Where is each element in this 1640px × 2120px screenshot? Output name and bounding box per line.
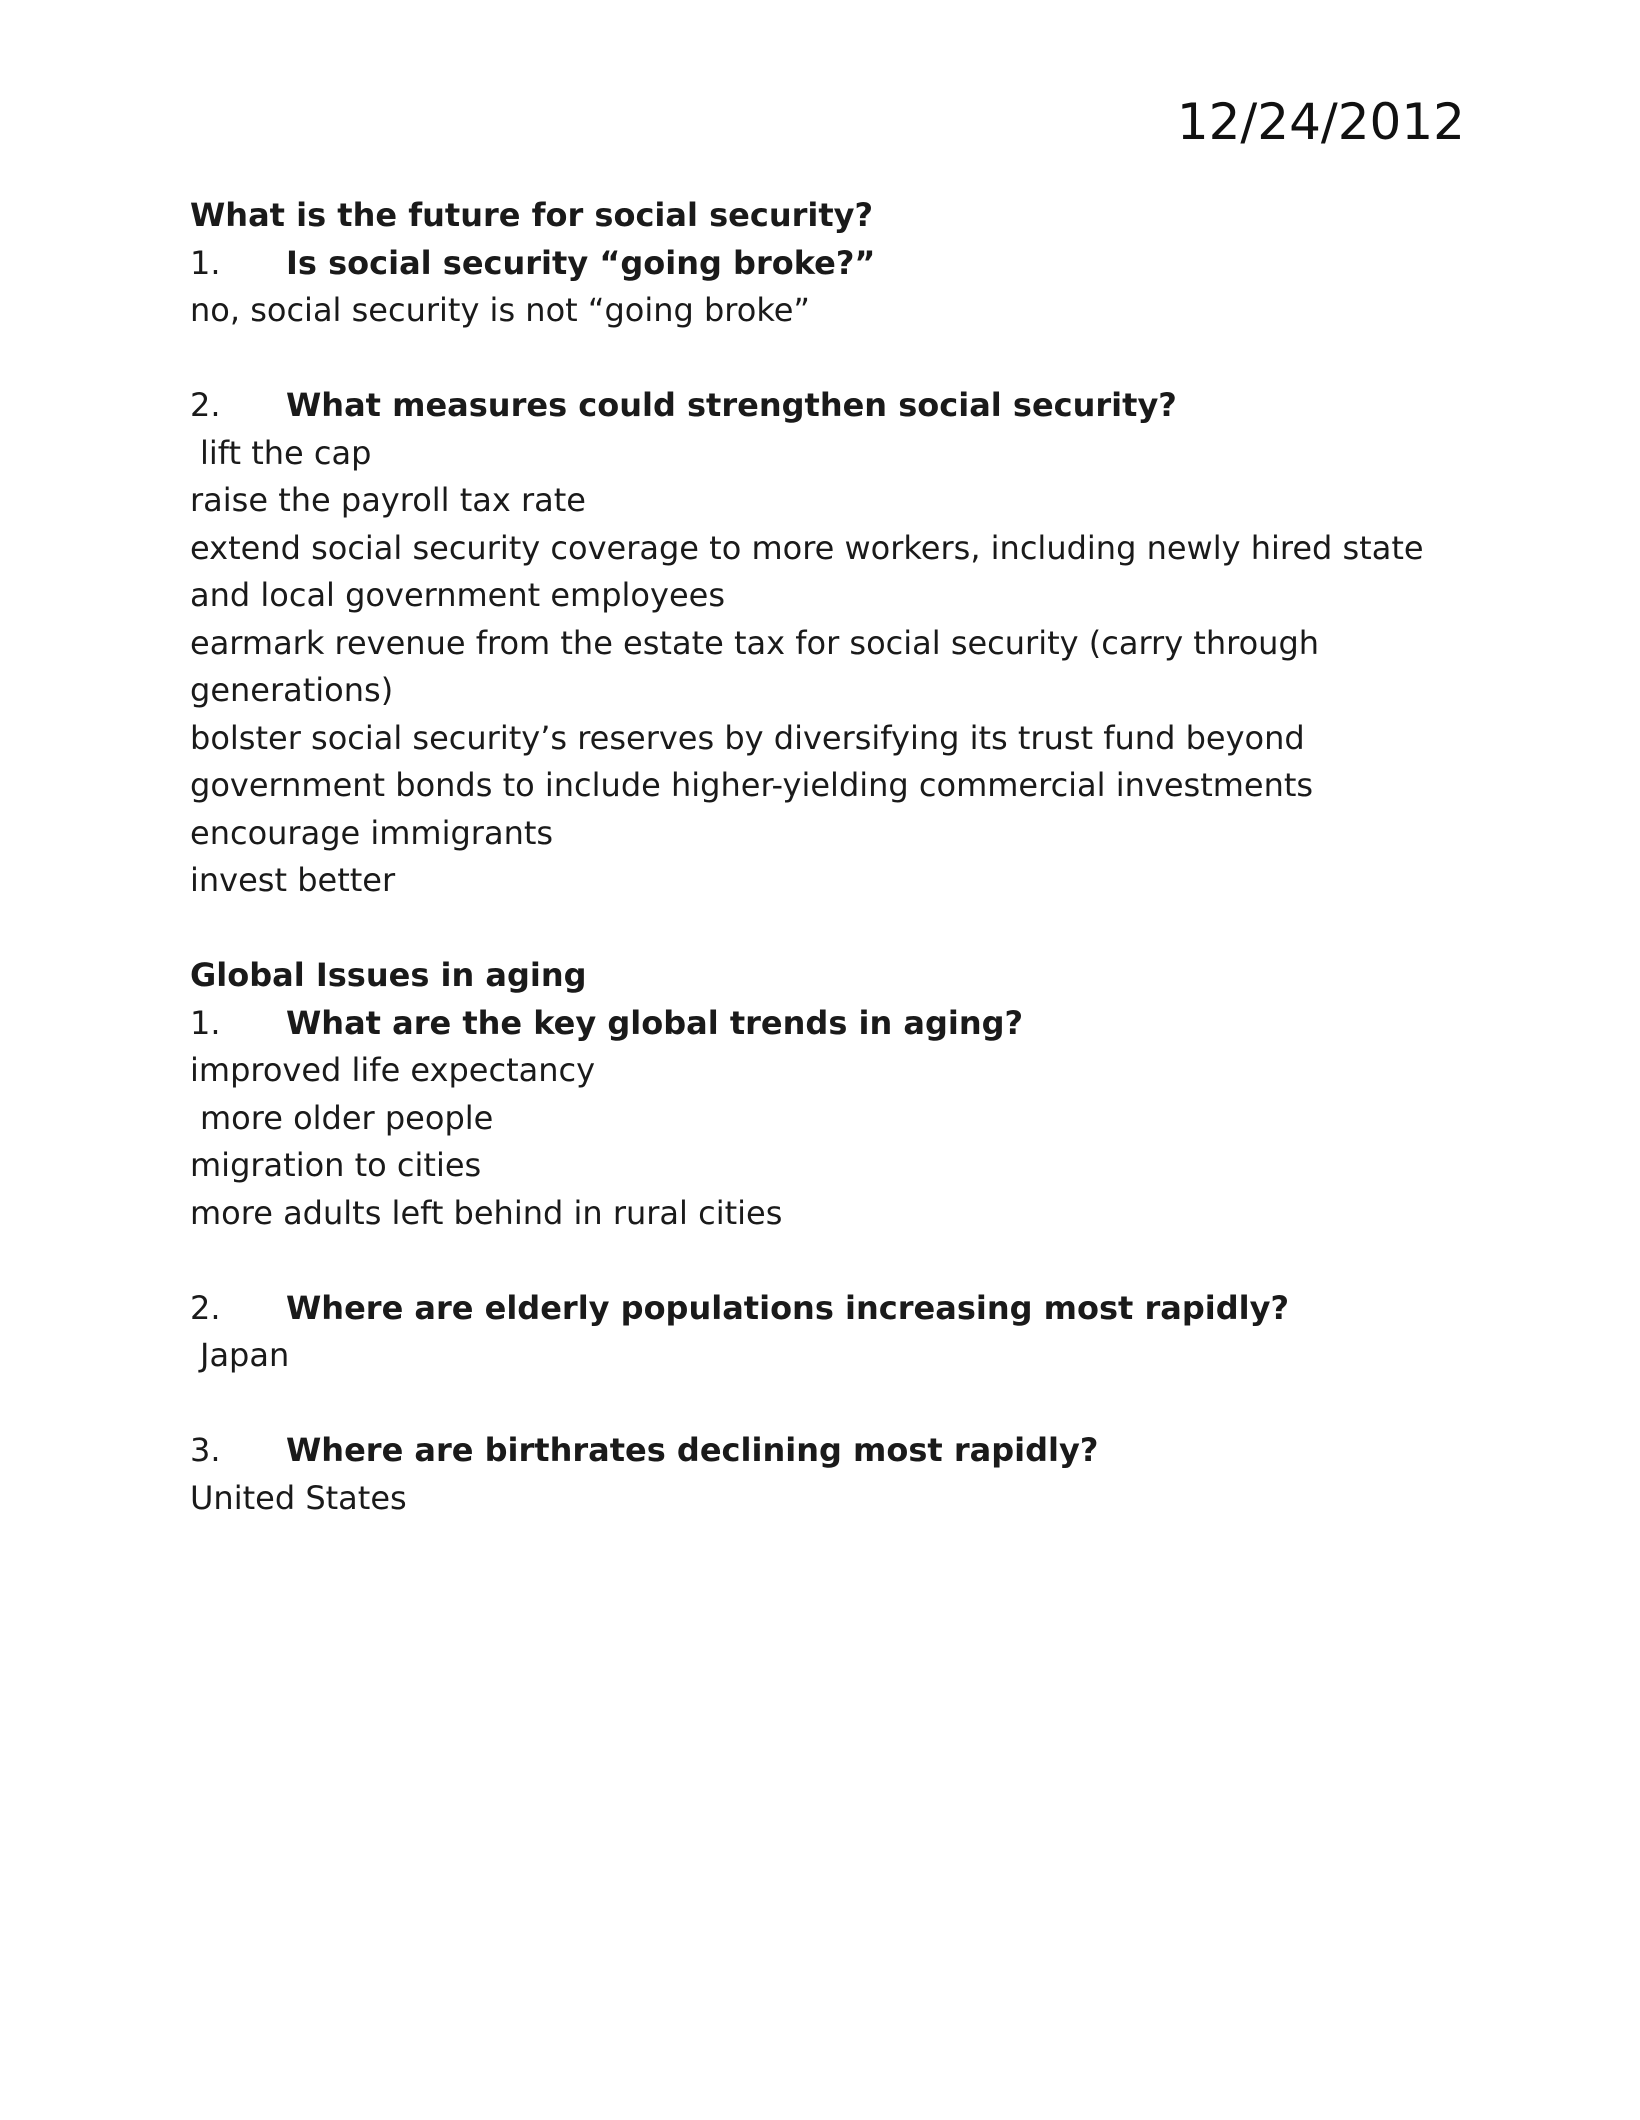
document-date: 12/24/2012 [1176, 93, 1465, 151]
answer-line: generations) [190, 671, 394, 709]
answer-line: improved life expectancy [190, 1051, 596, 1089]
question-3 [190, 1427, 1480, 1475]
question-1 [190, 240, 1480, 288]
question-2 [190, 382, 1480, 430]
answer-line: government bonds to include higher-yielding commercial investments [190, 766, 1314, 804]
answer-line: earmark revenue from the estate tax for social security (carry through [190, 623, 1320, 662]
answer-line: encourage immigrants [190, 813, 554, 852]
question-number: 1. [190, 243, 221, 282]
answer-line: Japan [200, 1336, 290, 1374]
answer-line: extend social security coverage to more workers, including newly hired state [190, 528, 1424, 567]
answer-line: bolster social security’s reserves by diversifying its trust fund beyond [190, 718, 1305, 757]
question-1 [190, 1000, 1480, 1048]
question-text: Where are elderly populations increasing most rapidly? [286, 1288, 1290, 1327]
section-heading-global-aging: Global Issues in aging [190, 956, 587, 994]
question-text: What are the key global trends in aging? [286, 1003, 1024, 1042]
answer-line: more older people [200, 1098, 494, 1137]
question-2 [190, 1285, 1480, 1333]
answer-line: no, social security is not “going broke” [190, 291, 810, 329]
question-text: What measures could strengthen social security? [286, 386, 1177, 424]
question-number: 2. [190, 386, 221, 424]
question-number: 1. [190, 1003, 221, 1042]
answer-line: lift the cap [200, 433, 372, 472]
answer-line: raise the payroll tax rate [190, 481, 586, 519]
question-text: Is social security “going broke?” [286, 243, 876, 282]
answer-line: more adults left behind in rural cities [190, 1193, 783, 1232]
answer-line: United States [190, 1478, 407, 1517]
answer-line: migration to cities [190, 1146, 482, 1184]
question-number: 3. [190, 1431, 221, 1469]
question-text: Where are birthrates declining most rapidly? [286, 1431, 1099, 1469]
answer-line: and local government employees [190, 576, 725, 614]
answer-line: invest better [190, 861, 396, 899]
document-body [190, 192, 1480, 1522]
section-heading-social-security: What is the future for social security? [190, 196, 874, 234]
question-number: 2. [190, 1288, 221, 1327]
